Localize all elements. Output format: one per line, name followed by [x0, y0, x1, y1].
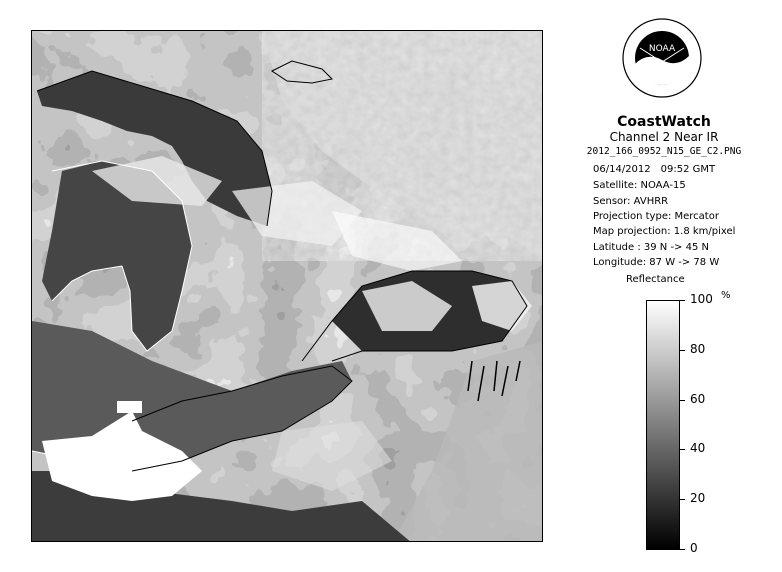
- colorbar-title: Reflectance: [626, 274, 685, 285]
- colorbar-tick-label: 20: [690, 491, 706, 506]
- satellite-image: [32, 31, 543, 542]
- colorbar-tick: [679, 449, 685, 450]
- colorbar-tick: [679, 350, 685, 351]
- sensor-label: Sensor: AVHRR: [593, 196, 669, 207]
- satellite-label: Satellite: NOAA-15: [593, 180, 686, 191]
- colorbar-tick: [679, 300, 685, 301]
- noaa-logo-icon: [622, 18, 702, 98]
- datetime-row: [593, 164, 715, 175]
- logo-text: NOAA: [648, 44, 676, 54]
- colorbar-tick: [679, 499, 685, 500]
- satellite-image-map: [31, 30, 543, 542]
- channel-label: Channel 2 Near IR: [609, 130, 719, 144]
- map-projection-label: Map projection: 1.8 km/pixel: [593, 226, 736, 237]
- time-value: 09:52 GMT: [660, 164, 716, 175]
- noaa-emblem: [622, 18, 702, 98]
- colorbar-tick-label: 80: [690, 341, 706, 356]
- colorbar-unit: %: [721, 290, 731, 301]
- latitude-label: Latitude : 39 N -> 45 N: [593, 242, 709, 253]
- colorbar-tick-label: 0: [690, 541, 698, 555]
- longitude-label: Longitude: 87 W -> 78 W: [593, 257, 720, 268]
- colorbar-tick-label: 60: [690, 391, 706, 406]
- cloud-patch-small: [117, 401, 142, 413]
- colorbar-tick-label: 40: [690, 441, 706, 456]
- projection-type-label: Projection type: Mercator: [593, 211, 719, 222]
- product-title: CoastWatch: [617, 114, 711, 130]
- colorbar-tick: [679, 549, 685, 550]
- filename-label: 2012_166_0952_N15_GE_C2.PNG: [586, 146, 742, 157]
- colorbar-tick-label: 100: [690, 292, 713, 306]
- colorbar-tick: [679, 400, 685, 401]
- date-value: 06/14/2012: [593, 164, 651, 175]
- reflectance-colorbar: [646, 300, 680, 550]
